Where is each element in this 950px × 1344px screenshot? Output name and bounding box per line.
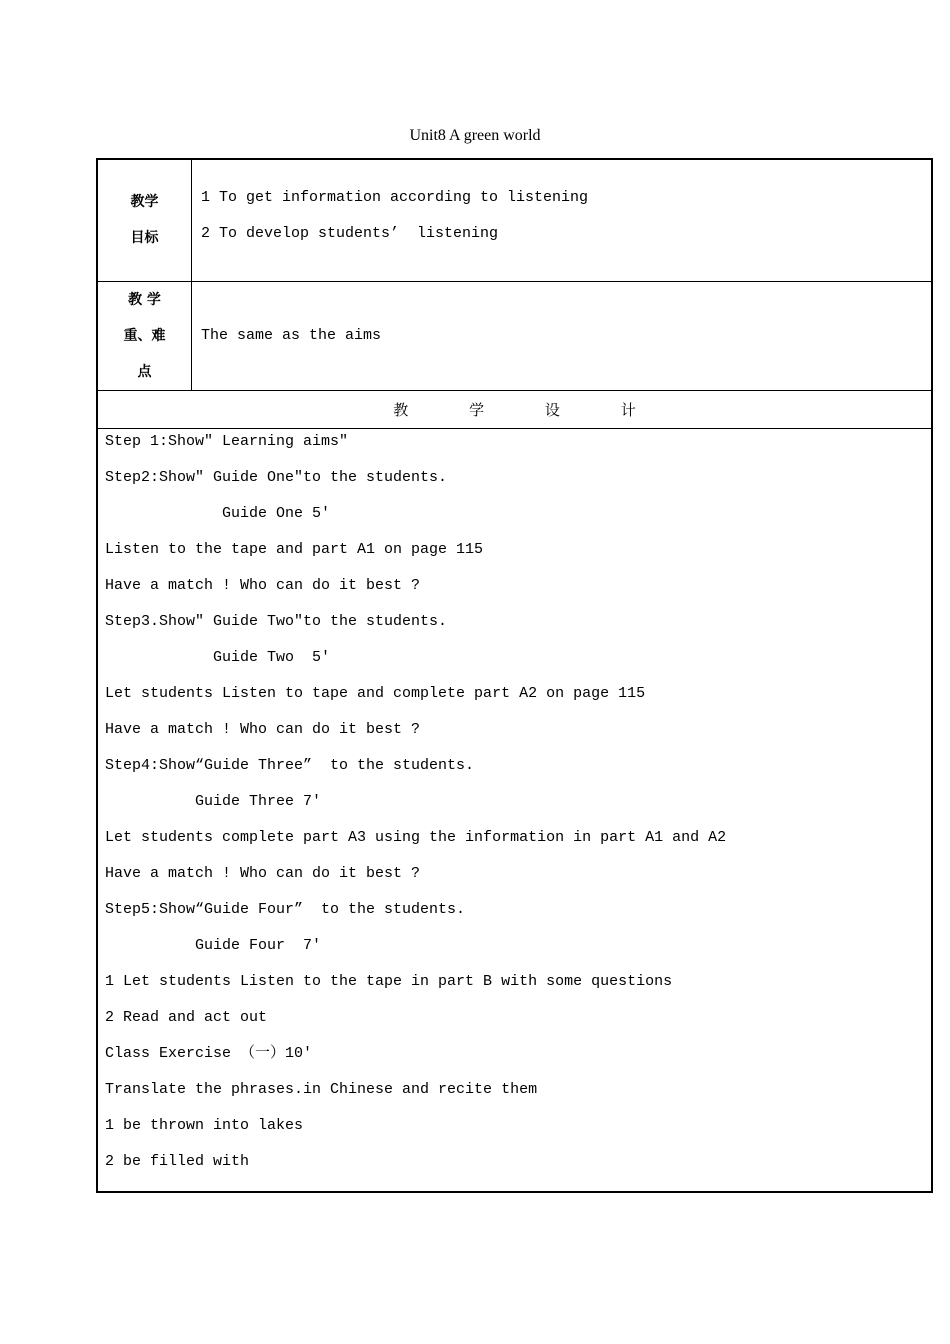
focus-text: The same as the aims: [201, 326, 382, 344]
design-line: Class Exercise （一）10′: [105, 1044, 313, 1062]
aims-content-cell: [192, 159, 933, 281]
design-line: Have a match ! Who can do it best ?: [105, 576, 421, 594]
document-title: Unit8 A green world: [409, 127, 541, 144]
design-line: 2 Read and act out: [105, 1008, 268, 1026]
design-line: 1 Let students Listen to the tape in part B with some questions: [105, 972, 673, 990]
design-header-row: [97, 390, 932, 428]
design-header-cell: [97, 390, 932, 428]
design-line: Step 1:Show″ Learning aims″: [105, 432, 349, 450]
design-line: Have a match ! Who can do it best ?: [105, 864, 421, 882]
design-header-char: 教: [393, 400, 409, 419]
design-header-char: 设: [544, 400, 560, 419]
aims-label-cell: [97, 159, 192, 281]
design-line: Let students Listen to tape and complete part A2 on page 115: [105, 684, 646, 702]
design-header-char: 学: [469, 400, 485, 419]
design-row: [97, 428, 932, 1192]
focus-label-line: 教 学: [128, 291, 161, 308]
design-line: Guide Four 7′: [105, 936, 322, 954]
design-line: Step2:Show″ Guide One″to the students.: [105, 468, 448, 486]
design-line: 1 be thrown into lakes: [105, 1116, 304, 1134]
design-line: Listen to the tape and part A1 on page 115: [105, 540, 484, 558]
design-line: Guide One 5′: [105, 504, 331, 522]
aims-line: 2 To develop students’ listening: [201, 225, 499, 242]
focus-label-line: 重、难: [123, 327, 166, 344]
focus-content-cell: [192, 281, 933, 390]
design-content-cell: [97, 428, 932, 1192]
aims-label-line: 目标: [130, 230, 159, 247]
design-line: Guide Two 5′: [105, 648, 331, 666]
lesson-plan-table: [96, 158, 933, 1193]
focus-label-line: 点: [137, 363, 152, 380]
design-line: Step4:Show“Guide Three” to the students.: [105, 756, 475, 774]
aims-row: [97, 159, 932, 281]
aims-line: 1 To get information according to listening: [201, 189, 589, 206]
design-line: Step3.Show″ Guide Two″to the students.: [105, 612, 448, 630]
design-header-char: 计: [620, 400, 636, 419]
focus-label-cell: [97, 281, 192, 390]
design-line: 2 be filled with: [105, 1152, 250, 1170]
design-line: Have a match ! Who can do it best ?: [105, 720, 421, 738]
design-line: Guide Three 7′: [105, 792, 322, 810]
design-line: Translate the phrases.in Chinese and recite them: [105, 1080, 538, 1098]
aims-label-line: 教学: [130, 194, 159, 211]
design-line: Let students complete part A3 using the information in part A1 and A2: [105, 828, 727, 846]
focus-row: [97, 281, 932, 390]
design-line: Step5:Show“Guide Four” to the students.: [105, 900, 466, 918]
